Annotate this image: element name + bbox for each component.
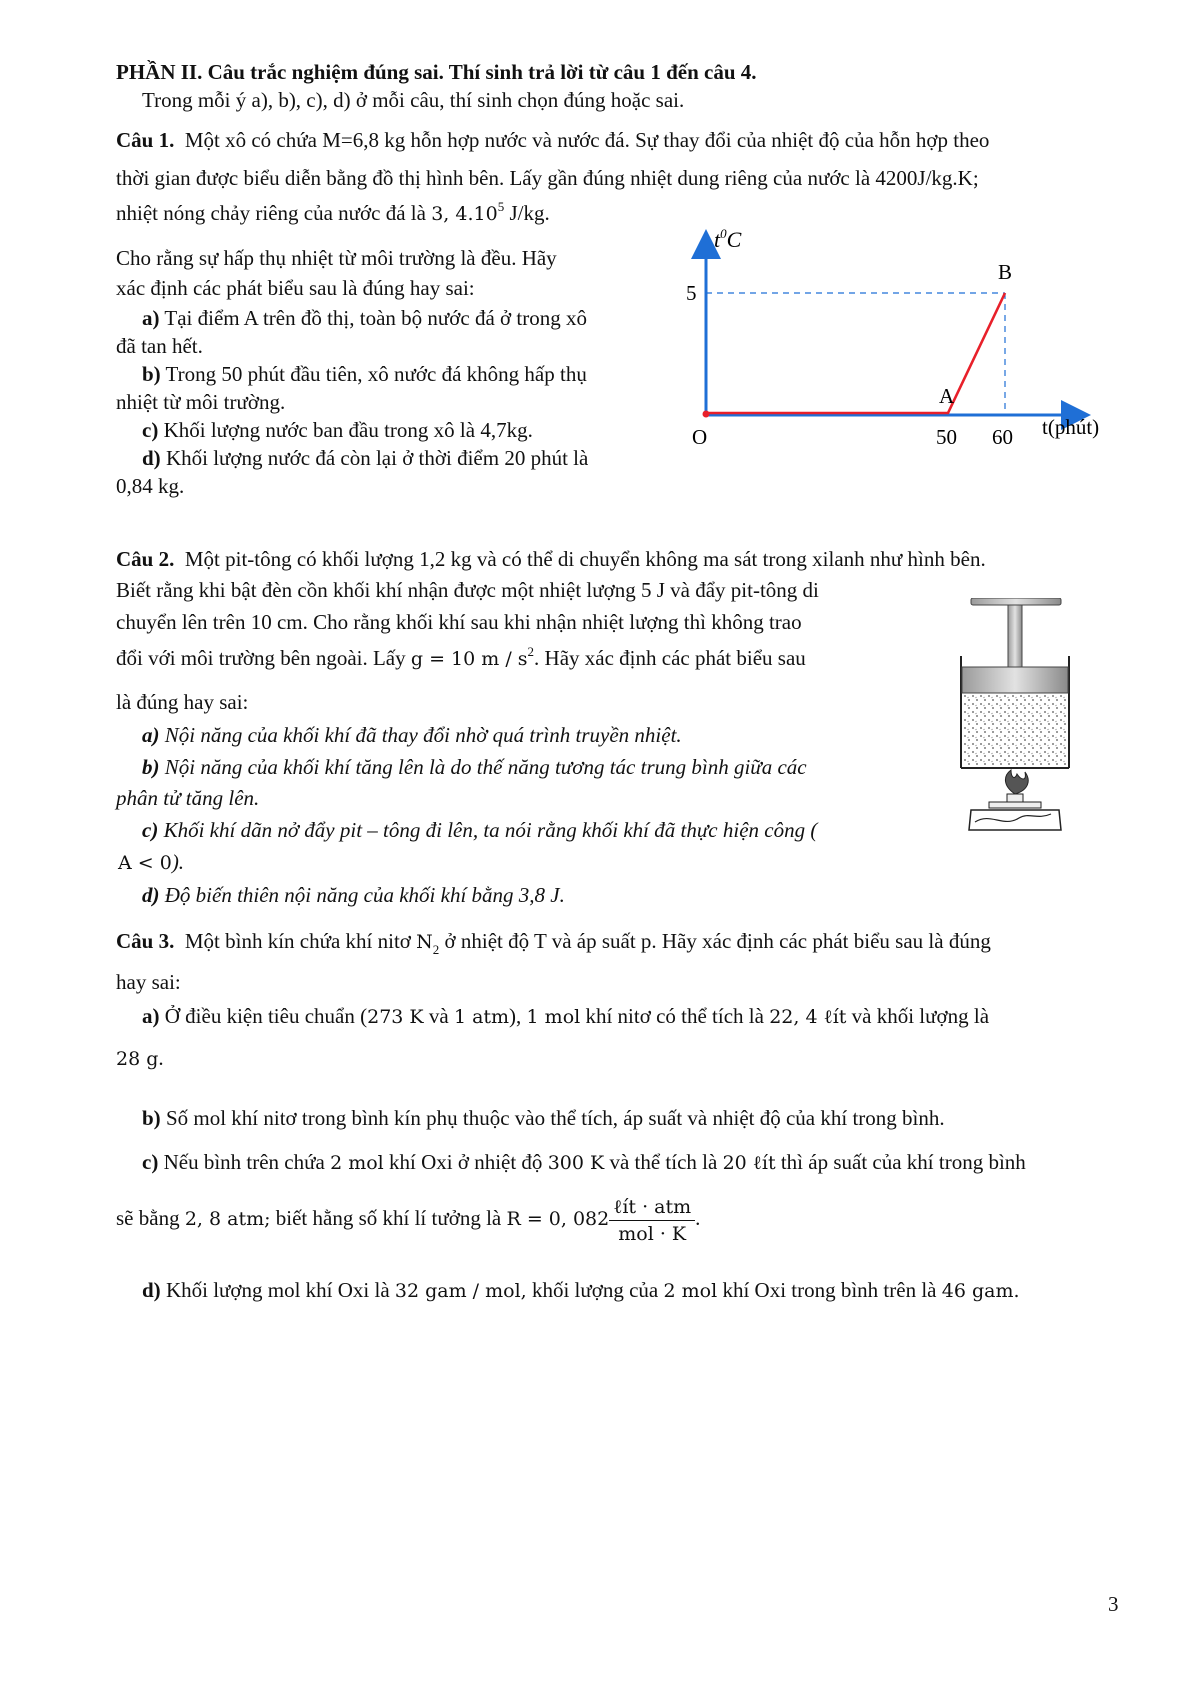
q3-line1: Câu 3. Một bình kín chứa khí nitơ $N_2$ ở nhiệt độ T và áp suất p. Hãy xác định các phát biểu sau là đúng	[116, 929, 991, 957]
q2-line4: đổi với môi trường bên ngoài. Lấy g = 10 m / $s^2$. Hãy xác định các phát biểu sau	[116, 644, 806, 670]
q1-line1: Câu 1. Một xô có chứa M=6,8 kg hỗn hợp nước và nước đá. Sự thay đổi của nhiệt độ của hỗn hợp theo	[116, 128, 990, 152]
y-tick-5: 5	[686, 281, 697, 305]
temperature-time-graph	[680, 225, 1120, 455]
q3-option-b: b) Số mol khí nitơ trong bình kín phụ thuộc vào thể tích, áp suất và nhiệt độ của khí trong bình.	[142, 1106, 945, 1130]
section-instruction: Trong mỗi ý a), b), c), d) ở mỗi câu, thí sinh chọn đúng hoặc sai.	[142, 88, 685, 112]
q2-option-a: a) Nội năng của khối khí đã thay đổi nhờ quá trình truyền nhiệt.	[142, 723, 682, 747]
q2-option-c-cont: A < 0).	[118, 850, 185, 874]
q2-option-b-cont: phân tử tăng lên.	[116, 786, 260, 810]
piston-rod	[1008, 605, 1022, 667]
q2-label: Câu 2.	[116, 547, 175, 571]
q3-option-c: c) Nếu bình trên chứa 2 mol khí Oxi ở nhiệt độ 300 K và thể tích là 20 ℓít thì áp suất của khí trong bình	[142, 1150, 1026, 1174]
q2-line2: Biết rằng khi bật đèn cồn khối khí nhận được một nhiệt lượng 5 J và đẩy pit-tông di	[116, 578, 819, 602]
q3-label: Câu 3.	[116, 929, 175, 953]
q1-option-c: c) Khối lượng nước ban đầu trong xô là 4,7kg.	[142, 418, 533, 442]
q1-option-a: a) Tại điểm A trên đồ thị, toàn bộ nước đá ở trong xô	[142, 306, 587, 330]
point-a-label: A	[939, 384, 955, 408]
q2-option-b: b) Nội năng của khối khí tăng lên là do thế năng tương tác trung bình giữa các	[142, 755, 807, 779]
page-number: 3	[1108, 1592, 1119, 1616]
q1-line5: xác định các phát biểu sau là đúng hay sai:	[116, 276, 475, 300]
q3-option-a-cont: 28 g.	[116, 1046, 164, 1070]
q3-option-d: d) Khối lượng mol khí Oxi là 32 gam / mol, khối lượng của 2 mol khí Oxi trong bình trên là 46 gam.	[142, 1278, 1020, 1302]
q1-option-a-cont: đã tan hết.	[116, 334, 203, 358]
q2-line3: chuyển lên trên 10 cm. Cho rằng khối khí sau khi nhận nhiệt lượng thì không trao	[116, 610, 802, 634]
gas-constant-fraction: $\frac{\text{ℓít · atm}}{\text{mol · K}}$	[609, 1194, 695, 1247]
y-axis-label: $t^0C$	[714, 226, 742, 252]
piston-cylinder-illustration	[955, 598, 1075, 838]
origin-point	[703, 411, 710, 418]
q2-option-d: d) Độ biến thiên nội năng của khối khí bằng 3,8 J.	[142, 883, 565, 907]
x-tick-60: 60	[992, 425, 1013, 449]
x-axis-label: t(phút)	[1042, 415, 1100, 439]
piston-handle	[971, 598, 1061, 605]
q3-option-c-cont: sẽ bằng 2, 8 atm; biết hằng số khí lí tưởng là R = 0, 082 $\frac{\text{ℓít · atm}}{\text{mol · K}}$ .	[116, 1195, 701, 1245]
q1-line3: nhiệt nóng chảy riêng của nước đá là 3, 4.10$^5$ J/kg.	[116, 199, 550, 225]
q2-option-c: c) Khối khí dãn nở đẩy pit – tông đi lên, ta nói rằng khối khí đã thực hiện công (	[142, 818, 818, 842]
origin-label: O	[692, 425, 708, 449]
q1-line4: Cho rằng sự hấp thụ nhiệt từ môi trường là đều. Hãy	[116, 246, 557, 270]
q2-line5: là đúng hay sai:	[116, 690, 249, 714]
point-b-label: B	[998, 260, 1013, 284]
q3-option-a: a) Ở điều kiện tiêu chuẩn (273 K và 1 atm), 1 mol khí nitơ có thể tích là 22, 4 ℓít và khối lượng là	[142, 1004, 990, 1028]
q2-line1: Câu 2. Một pit-tông có khối lượng 1,2 kg và có thể di chuyển không ma sát trong xilanh như hình bên.	[116, 547, 986, 571]
q1-option-b: b) Trong 50 phút đầu tiên, xô nước đá không hấp thụ	[142, 362, 587, 386]
gas-region	[962, 694, 1068, 767]
flame-icon	[1005, 770, 1028, 794]
piston-head	[962, 667, 1068, 693]
q1-option-b-cont: nhiệt từ môi trường.	[116, 390, 286, 414]
q3-line2: hay sai:	[116, 970, 181, 994]
q1-option-d: d) Khối lượng nước đá còn lại ở thời điểm 20 phút là	[142, 446, 589, 470]
q1-line2: thời gian được biểu diễn bằng đồ thị hình bên. Lấy gần đúng nhiệt dung riêng của nước là 4200J/kg.K;	[116, 166, 979, 190]
q1-option-d-cont: 0,84 kg.	[116, 474, 185, 498]
q1-label: Câu 1.	[116, 128, 175, 152]
x-tick-50: 50	[936, 425, 957, 449]
section-title: PHẦN II. Câu trắc nghiệm đúng sai. Thí sinh trả lời từ câu 1 đến câu 4.	[116, 60, 757, 84]
temperature-line	[706, 293, 1005, 413]
